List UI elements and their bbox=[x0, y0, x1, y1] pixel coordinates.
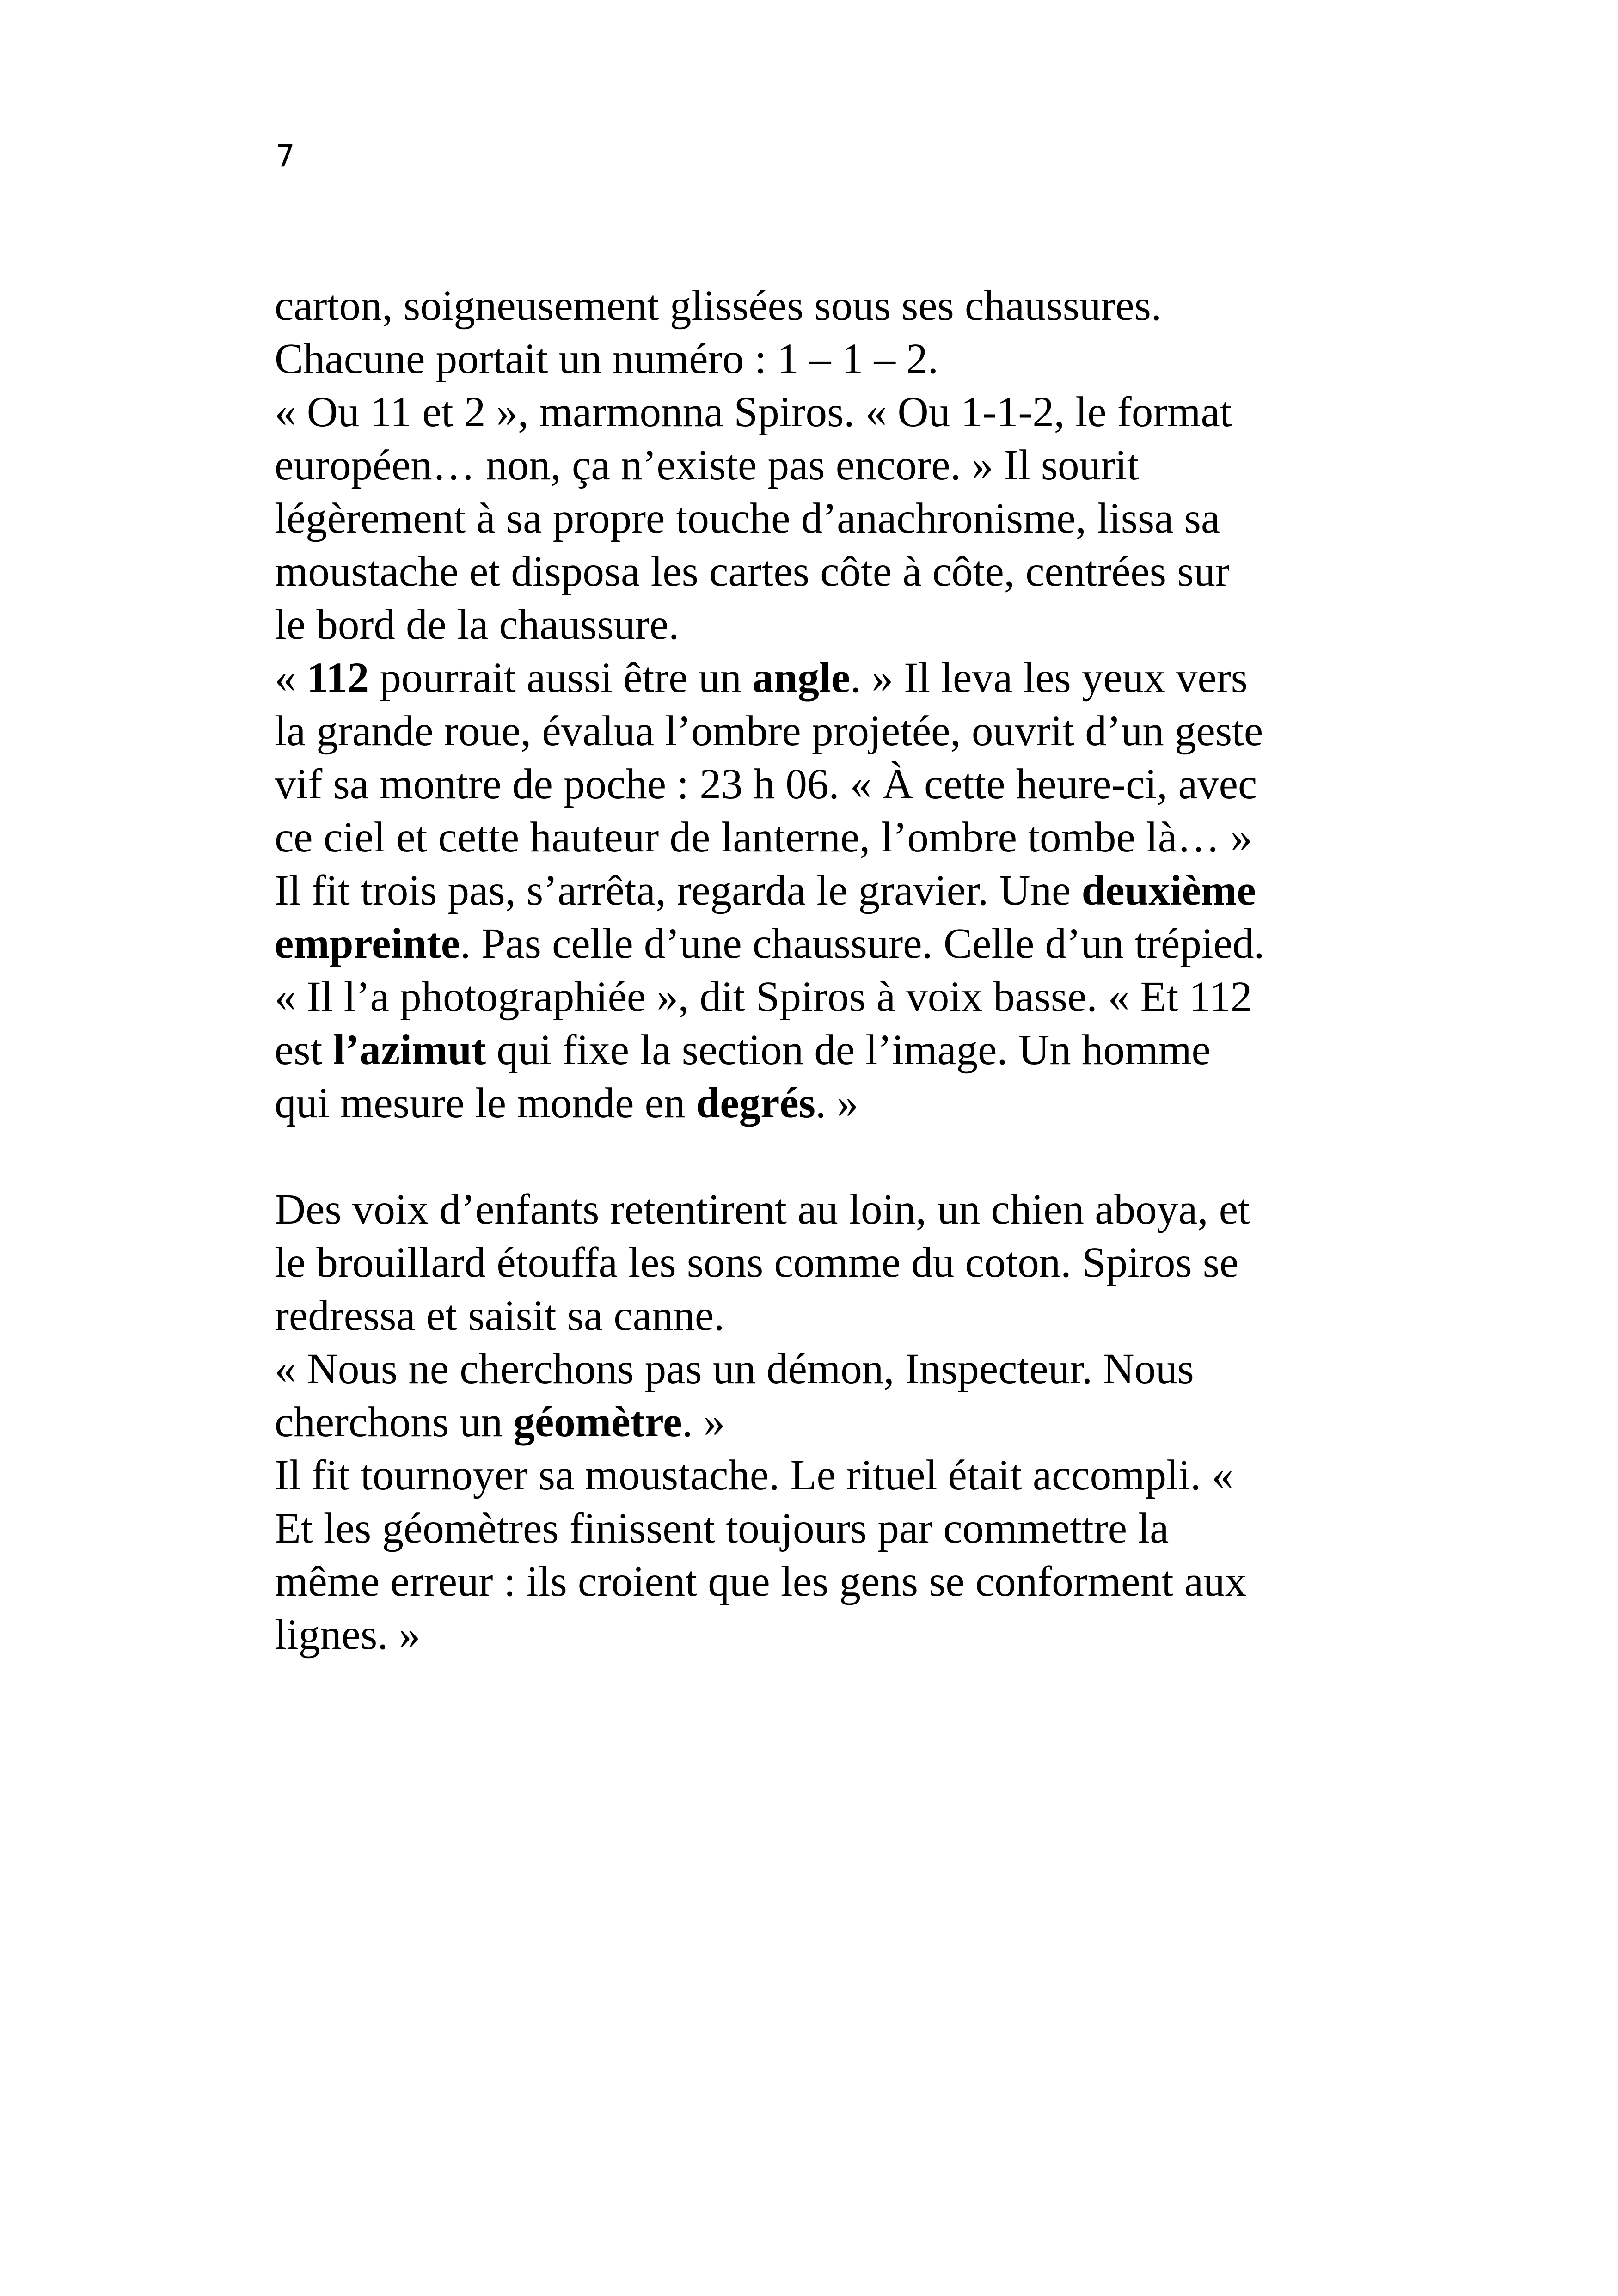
text-segment: qui mesure le monde en bbox=[275, 1079, 696, 1127]
text-segment: Il fit trois pas, s’arrêta, regarda le gravier. Une bbox=[275, 867, 1082, 914]
text-line bbox=[275, 1342, 1384, 1396]
text-line bbox=[275, 1183, 1384, 1236]
text-segment: cherchons un bbox=[275, 1398, 514, 1446]
text-segment: . » Il leva les yeux vers bbox=[850, 654, 1248, 702]
text-segment: Des voix d’enfants retentirent au loin, un chien aboya, et bbox=[275, 1186, 1250, 1233]
text-line bbox=[275, 970, 1384, 1023]
bold-text: géomètre bbox=[513, 1398, 682, 1446]
text-segment: redressa et saisit sa canne. bbox=[275, 1292, 725, 1340]
text-segment: est bbox=[275, 1026, 333, 1074]
text-line bbox=[275, 1236, 1384, 1289]
text-line bbox=[275, 811, 1384, 864]
text-line bbox=[275, 1023, 1384, 1077]
paragraph-break bbox=[275, 1130, 1384, 1183]
text-line bbox=[275, 1396, 1384, 1449]
text-segment: lignes. » bbox=[275, 1611, 421, 1659]
text-line bbox=[275, 332, 1384, 386]
text-line bbox=[275, 598, 1384, 651]
bold-text: deuxième bbox=[1081, 867, 1256, 914]
bold-text: l’azimut bbox=[333, 1026, 486, 1074]
text-segment: . » bbox=[682, 1398, 725, 1446]
text-segment: le bord de la chaussure. bbox=[275, 601, 680, 649]
bold-text: 112 bbox=[306, 654, 369, 702]
text-line bbox=[275, 1555, 1384, 1608]
bold-text: degrés bbox=[696, 1079, 815, 1127]
text-segment: carton, soigneusement glissées sous ses chaussures. bbox=[275, 282, 1162, 330]
text-line bbox=[275, 1449, 1384, 1502]
text-segment: qui fixe la section de l’image. Un homme bbox=[486, 1026, 1211, 1074]
text-line bbox=[275, 386, 1384, 439]
body-text bbox=[275, 279, 1384, 1661]
text-segment: légèrement à sa propre touche d’anachronisme, lissa sa bbox=[275, 495, 1220, 542]
text-line bbox=[275, 1502, 1384, 1555]
text-segment: . » bbox=[815, 1079, 858, 1127]
text-segment: . Pas celle d’une chaussure. Celle d’un trépied. bbox=[460, 920, 1265, 967]
bold-text: angle bbox=[752, 654, 850, 702]
text-segment: européen… non, ça n’existe pas encore. » Il sourit bbox=[275, 441, 1139, 489]
bold-text: empreinte bbox=[275, 920, 460, 967]
page-number: 7 bbox=[276, 138, 295, 174]
text-line bbox=[275, 1289, 1384, 1342]
text-segment: « bbox=[275, 654, 307, 702]
text-line bbox=[275, 545, 1384, 598]
text-line bbox=[275, 492, 1384, 545]
text-segment: le brouillard étouffa les sons comme du coton. Spiros se bbox=[275, 1239, 1239, 1286]
text-line bbox=[275, 704, 1384, 758]
text-segment: moustache et disposa les cartes côte à côte, centrées sur bbox=[275, 548, 1230, 595]
text-segment: même erreur : ils croient que les gens se conforment aux bbox=[275, 1558, 1247, 1605]
text-line bbox=[275, 651, 1384, 704]
text-segment: ce ciel et cette hauteur de lanterne, l’ombre tombe là… » bbox=[275, 814, 1252, 861]
text-segment: « Ou 11 et 2 », marmonna Spiros. « Ou 1-1-2, le format bbox=[275, 388, 1232, 436]
text-segment: la grande roue, évalua l’ombre projetée, ouvrit d’un geste bbox=[275, 707, 1263, 755]
text-line bbox=[275, 864, 1384, 917]
text-line bbox=[275, 439, 1384, 492]
text-line bbox=[275, 279, 1384, 332]
text-segment: Il fit tournoyer sa moustache. Le rituel était accompli. « bbox=[275, 1451, 1233, 1499]
text-line bbox=[275, 758, 1384, 811]
text-segment: pourrait aussi être un bbox=[369, 654, 753, 702]
text-segment: vif sa montre de poche : 23 h 06. « À cette heure-ci, avec bbox=[275, 760, 1257, 808]
text-segment: « Il l’a photographiée », dit Spiros à voix basse. « Et 112 bbox=[275, 973, 1252, 1021]
text-line bbox=[275, 1077, 1384, 1130]
text-segment: Et les géomètres finissent toujours par commettre la bbox=[275, 1505, 1169, 1552]
text-line bbox=[275, 1608, 1384, 1661]
text-segment: « Nous ne cherchons pas un démon, Inspecteur. Nous bbox=[275, 1345, 1194, 1393]
text-segment: Chacune portait un numéro : 1 – 1 – 2. bbox=[275, 335, 939, 383]
text-line bbox=[275, 917, 1384, 970]
